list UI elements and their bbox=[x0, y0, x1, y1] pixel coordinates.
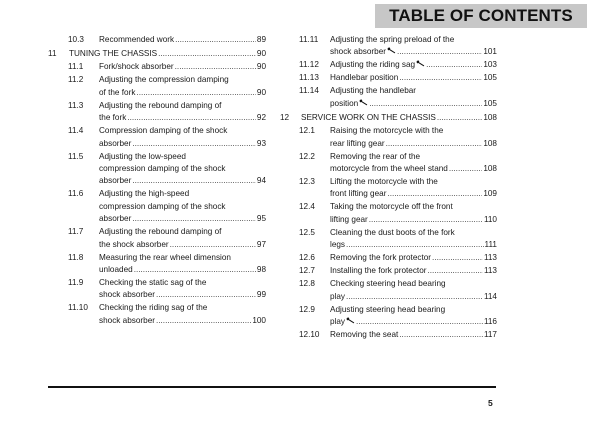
toc-leader-dots bbox=[449, 163, 482, 175]
toc-entry-number: 12.6 bbox=[299, 253, 315, 263]
toc-entry-number: 11.5 bbox=[68, 151, 84, 161]
wrench-icon bbox=[359, 99, 368, 106]
toc-leader-dots bbox=[346, 239, 484, 251]
page-number: 5 bbox=[488, 398, 493, 408]
toc-entry-title-line: Adjusting the high-speed bbox=[99, 189, 190, 199]
toc-leader-dots bbox=[426, 59, 482, 71]
toc-leader-dots bbox=[170, 239, 256, 251]
toc-entry-title-line: Adjusting the spring preload of the bbox=[330, 35, 455, 44]
toc-entry-number: 11.1 bbox=[68, 62, 84, 72]
toc-entry-title-line: Adjusting the compression damping bbox=[99, 75, 229, 85]
toc-page-number: 101 bbox=[483, 47, 497, 57]
toc-page-number: 92 bbox=[256, 113, 266, 123]
toc-header-title: TABLE OF CONTENTS bbox=[375, 4, 587, 28]
toc-entry-number: 12.4 bbox=[299, 202, 315, 212]
toc-entry-number: 11.6 bbox=[68, 189, 84, 199]
toc-entry-title: Handlebar position bbox=[330, 73, 399, 83]
toc-entry-title: legs bbox=[330, 240, 346, 250]
toc-entry-title-line: Raising the motorcycle with the bbox=[330, 126, 444, 136]
toc-page-number: 99 bbox=[256, 290, 266, 300]
toc-leader-dots bbox=[132, 213, 256, 225]
toc-section-entry[interactable] bbox=[280, 125, 497, 150]
toc-entry-title-line: Adjusting the rebound damping of bbox=[99, 227, 222, 237]
toc-page-number: 111 bbox=[484, 240, 497, 250]
toc-entry-number: 11.7 bbox=[68, 227, 84, 237]
toc-section-entry[interactable] bbox=[280, 59, 497, 71]
toc-page-number: 100 bbox=[252, 315, 266, 325]
toc-section-entry[interactable] bbox=[280, 252, 497, 264]
toc-leader-dots bbox=[432, 252, 483, 264]
toc-leader-dots bbox=[356, 316, 483, 328]
toc-entry-title-line: Taking the motorcycle off the front bbox=[330, 202, 453, 212]
toc-leader-dots bbox=[158, 48, 256, 60]
toc-page-number: 114 bbox=[483, 291, 497, 301]
toc-entry-title-line: Adjusting the low-speed bbox=[99, 151, 186, 161]
toc-entry-title-line: Adjusting steering head bearing bbox=[330, 304, 446, 314]
toc-entry-title-line: Measuring the rear wheel dimension bbox=[99, 252, 231, 262]
toc-entry-title: Fork/shock absorber bbox=[99, 62, 174, 72]
toc-leader-dots bbox=[386, 138, 483, 150]
toc-section-entry[interactable] bbox=[280, 304, 497, 329]
toc-entry-number: 11.3 bbox=[68, 100, 84, 110]
toc-entry-title: motorcycle from the wheel stand bbox=[330, 164, 448, 174]
toc-section-entry[interactable] bbox=[280, 151, 497, 176]
toc-leader-dots bbox=[127, 112, 256, 124]
toc-entry-title: of the fork bbox=[99, 87, 136, 97]
toc-entry-title: TUNING THE CHASSIS bbox=[69, 49, 158, 59]
toc-leader-dots bbox=[397, 46, 482, 58]
toc-entry-number: 12.8 bbox=[299, 279, 315, 289]
toc-page-number: 108 bbox=[483, 138, 497, 148]
toc-section-entry[interactable] bbox=[280, 34, 497, 59]
toc-entry-title: Removing the seat bbox=[330, 330, 399, 340]
toc-section-entry[interactable] bbox=[280, 329, 497, 341]
toc-section-entry[interactable] bbox=[48, 277, 266, 302]
toc-leader-dots bbox=[175, 61, 256, 73]
toc-page-number: 108 bbox=[483, 164, 497, 174]
toc-entry-number: 11.14 bbox=[299, 86, 319, 96]
toc-entry-title: Adjusting the riding sag bbox=[330, 60, 416, 70]
toc-entry-number: 11.10 bbox=[68, 303, 88, 313]
toc-entry-title: position bbox=[330, 98, 359, 108]
toc-section-entry[interactable] bbox=[280, 201, 497, 226]
toc-page-number: 94 bbox=[256, 176, 266, 186]
toc-entry-number: 12.3 bbox=[299, 177, 315, 187]
toc-entry-number: 12.10 bbox=[299, 330, 320, 340]
toc-section-entry[interactable] bbox=[48, 61, 266, 73]
toc-entry-number: 11.9 bbox=[68, 278, 84, 288]
toc-page-number: 90 bbox=[256, 49, 266, 59]
toc-leader-dots bbox=[156, 315, 251, 327]
toc-entry-title: absorber bbox=[99, 138, 132, 148]
wrench-icon bbox=[387, 47, 396, 54]
toc-entry-title: absorber bbox=[99, 176, 132, 186]
toc-entry-title-line: Lifting the motorcycle with the bbox=[330, 177, 438, 187]
toc-leader-dots bbox=[175, 34, 256, 46]
toc-section-entry[interactable] bbox=[280, 265, 497, 277]
toc-page-number: 98 bbox=[256, 265, 266, 275]
footer-divider bbox=[48, 386, 496, 388]
toc-section-entry[interactable] bbox=[280, 176, 497, 201]
toc-page-number: 113 bbox=[483, 253, 497, 263]
toc-entry-title: shock absorber bbox=[99, 315, 155, 325]
toc-page-number: 90 bbox=[256, 62, 266, 72]
toc-entry-title: Installing the fork protector bbox=[330, 266, 427, 276]
toc-leader-dots bbox=[399, 329, 483, 341]
toc-leader-dots bbox=[134, 264, 256, 276]
toc-entry-title: SERVICE WORK ON THE CHASSIS bbox=[301, 113, 436, 123]
toc-page-number: 90 bbox=[256, 87, 266, 97]
toc-chapter-entry[interactable] bbox=[48, 48, 266, 60]
toc-leader-dots bbox=[437, 112, 483, 124]
toc-page-number: 105 bbox=[483, 73, 497, 83]
toc-entry-title: Removing the fork protector bbox=[330, 253, 432, 263]
toc-entry-number: 11.2 bbox=[68, 75, 84, 85]
toc-leader-dots bbox=[132, 175, 256, 187]
toc-page-number: 89 bbox=[256, 35, 266, 44]
toc-entry-number: 11.8 bbox=[68, 252, 84, 262]
toc-entry-number: 12.2 bbox=[299, 151, 315, 161]
toc-entry-title: the shock absorber bbox=[99, 239, 169, 249]
wrench-icon bbox=[416, 60, 425, 67]
toc-page-number: 93 bbox=[256, 138, 266, 148]
toc-entry-title: absorber bbox=[99, 214, 132, 224]
toc-leader-dots bbox=[399, 72, 482, 84]
toc-page-number: 110 bbox=[483, 214, 497, 224]
toc-entry-title-line: Checking the riding sag of the bbox=[99, 303, 208, 313]
toc-section-entry[interactable] bbox=[48, 34, 266, 46]
toc-section-entry[interactable] bbox=[48, 252, 266, 277]
toc-entry-title: unloaded bbox=[99, 265, 133, 275]
toc-page-number: 109 bbox=[483, 189, 497, 199]
toc-entry-number: 12.1 bbox=[299, 126, 315, 136]
toc-page-number: 105 bbox=[483, 98, 497, 108]
toc-entry-title: lifting gear bbox=[330, 214, 368, 224]
toc-page-number: 103 bbox=[483, 60, 497, 70]
toc-entry-title-line: compression damping of the shock bbox=[99, 164, 226, 174]
toc-entry-title: the fork bbox=[99, 113, 127, 123]
toc-leader-dots bbox=[346, 291, 483, 303]
toc-entry-title-line: compression damping of the shock bbox=[99, 201, 226, 211]
toc-leader-dots bbox=[136, 87, 255, 99]
toc-entry-title-line: Compression damping of the shock bbox=[99, 126, 228, 136]
toc-entry-title: play bbox=[330, 291, 346, 301]
toc-section-entry[interactable] bbox=[280, 72, 497, 84]
toc-entry-number: 12.9 bbox=[299, 304, 315, 314]
toc-entry-title: play bbox=[330, 317, 346, 327]
toc-entry-number: 11.11 bbox=[299, 35, 319, 44]
toc-page-number: 116 bbox=[483, 317, 497, 327]
toc-page-number: 117 bbox=[483, 330, 497, 340]
toc-entry-title: shock absorber bbox=[330, 47, 386, 57]
toc-leader-dots bbox=[369, 98, 482, 110]
toc-entry-number: 12.5 bbox=[299, 227, 315, 237]
toc-entry-title-line: Removing the rear of the bbox=[330, 151, 421, 161]
toc-entry-title-line: Checking the static sag of the bbox=[99, 278, 207, 288]
toc-entry-title: front lifting gear bbox=[330, 189, 387, 199]
toc-section-entry[interactable] bbox=[48, 100, 266, 125]
toc-leader-dots bbox=[132, 138, 256, 150]
toc-section-entry[interactable] bbox=[48, 74, 266, 99]
toc-chapter-entry[interactable] bbox=[280, 112, 497, 124]
toc-entry-number: 12.7 bbox=[299, 266, 315, 276]
toc-left-column bbox=[48, 34, 266, 328]
toc-entry-title-line: Checking steering head bearing bbox=[330, 279, 446, 289]
toc-entry-number: 12 bbox=[280, 113, 290, 123]
toc-entry-number: 11.13 bbox=[299, 73, 319, 83]
toc-entry-title-line: Cleaning the dust boots of the fork bbox=[330, 227, 455, 237]
toc-leader-dots bbox=[387, 188, 482, 200]
toc-leader-dots bbox=[156, 289, 256, 301]
toc-entry-title: Recommended work bbox=[99, 35, 175, 44]
toc-section-entry[interactable] bbox=[280, 278, 497, 303]
toc-entry-number: 10.3 bbox=[68, 35, 84, 44]
toc-entry-title-line: Adjusting the handlebar bbox=[330, 86, 417, 96]
wrench-icon bbox=[346, 317, 355, 324]
toc-entry-number: 11 bbox=[48, 49, 57, 59]
toc-page-number: 95 bbox=[256, 214, 266, 224]
toc-page-number: 113 bbox=[483, 266, 497, 276]
toc-leader-dots bbox=[427, 265, 482, 277]
toc-entry-number: 11.4 bbox=[68, 126, 84, 136]
toc-section-entry[interactable] bbox=[48, 226, 266, 251]
toc-section-entry[interactable] bbox=[48, 125, 266, 150]
toc-section-entry[interactable] bbox=[280, 227, 497, 252]
toc-leader-dots bbox=[369, 214, 483, 226]
toc-section-entry[interactable] bbox=[280, 85, 497, 110]
toc-entry-title: rear lifting gear bbox=[330, 138, 385, 148]
toc-entry-number: 11.12 bbox=[299, 60, 319, 70]
toc-section-entry[interactable] bbox=[48, 188, 266, 225]
toc-entry-title: shock absorber bbox=[99, 290, 155, 300]
toc-page-number: 97 bbox=[256, 239, 266, 249]
toc-right-column bbox=[280, 34, 497, 342]
toc-section-entry[interactable] bbox=[48, 302, 266, 327]
toc-section-entry[interactable] bbox=[48, 151, 266, 188]
toc-page-number: 108 bbox=[483, 113, 497, 123]
toc-entry-title-line: Adjusting the rebound damping of bbox=[99, 100, 222, 110]
